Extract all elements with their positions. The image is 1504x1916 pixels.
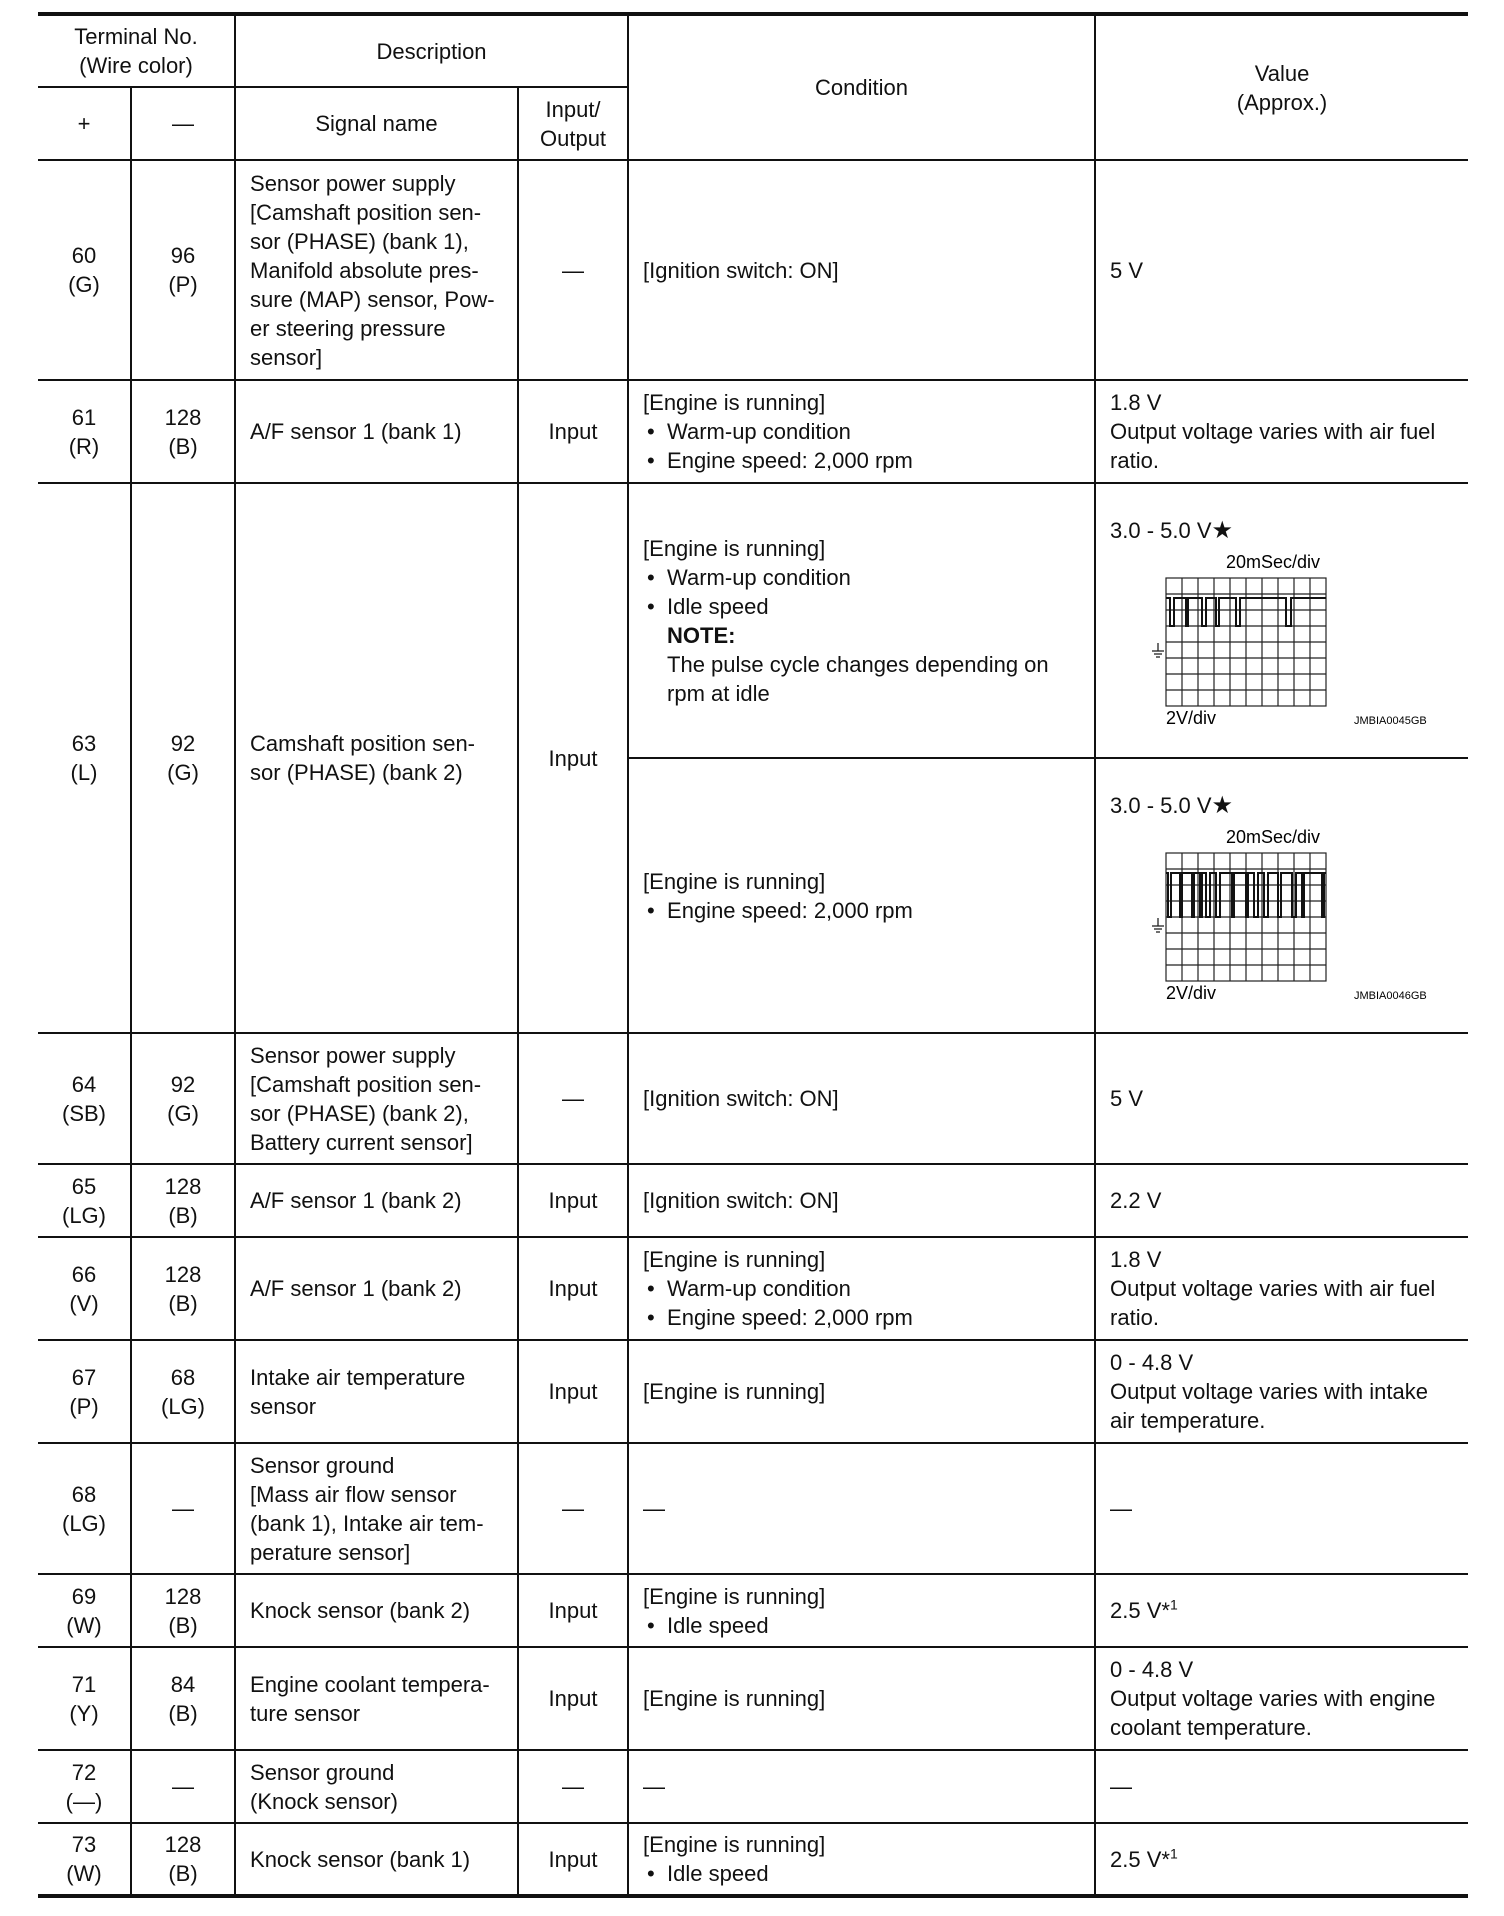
condition-list <box>643 1859 1086 1888</box>
input-output: Input <box>518 1574 628 1647</box>
terminal-table <box>38 12 1468 1898</box>
input-output: Input <box>518 1647 628 1750</box>
table-row <box>38 1750 1468 1823</box>
table-row <box>38 380 1468 483</box>
condition-list <box>643 417 1086 475</box>
header-signal-name: Signal name <box>235 87 518 160</box>
terminal-minus: — <box>131 1443 235 1574</box>
terminal-plus: 65 (LG) <box>38 1164 131 1237</box>
header-condition: Condition <box>628 14 1095 160</box>
terminal-minus: 92 (G) <box>131 1033 235 1164</box>
note-text: The pulse cycle changes depending on rpm at idle <box>667 651 1049 706</box>
condition-item: • Idle speed <box>643 1859 1086 1888</box>
terminal-minus: — <box>131 1750 235 1823</box>
timebase-label: 20mSec/div <box>1226 826 1321 847</box>
terminal-plus: 73 (W) <box>38 1823 131 1896</box>
terminal-minus: 96 (P) <box>131 160 235 380</box>
value: 1.8 V Output voltage varies with air fuel ratio. <box>1095 380 1468 483</box>
ground-marker <box>1152 643 1164 657</box>
note-label: NOTE: <box>667 622 736 648</box>
signal-name: Sensor ground [Mass air flow sensor (bank 1), Intake air tem- perature sensor] <box>235 1443 518 1574</box>
condition-head: [Engine is running] <box>643 868 826 894</box>
condition-head: [Engine is running] <box>643 390 826 415</box>
header-value: Value (Approx.) <box>1095 14 1468 160</box>
condition-item: • Engine speed: 2,000 rpm <box>643 1303 1086 1332</box>
condition-item: • Warm-up condition <box>643 417 1086 446</box>
signal-trace <box>1166 873 1326 917</box>
terminal-minus: 128 (B) <box>131 1823 235 1896</box>
terminal-minus: 128 (B) <box>131 1164 235 1237</box>
condition: [Engine is running] <box>628 1647 1095 1750</box>
terminal-minus: 128 (B) <box>131 1237 235 1340</box>
input-output: Input <box>518 1340 628 1443</box>
input-output: — <box>518 1443 628 1574</box>
terminal-plus: 71 (Y) <box>38 1647 131 1750</box>
signal-name: A/F sensor 1 (bank 2) <box>235 1164 518 1237</box>
condition-list <box>643 563 1086 621</box>
condition-item: • Idle speed <box>643 1611 1086 1640</box>
terminal-minus: 128 (B) <box>131 380 235 483</box>
terminal-table-sheet <box>38 12 1468 1898</box>
condition: [Engine is running] <box>628 1340 1095 1443</box>
terminal-plus: 67 (P) <box>38 1340 131 1443</box>
terminal-minus: 128 (B) <box>131 1574 235 1647</box>
timebase-label: 20mSec/div <box>1226 551 1321 572</box>
terminal-minus: 92 (G) <box>131 483 235 1033</box>
star-icon: ★ <box>1211 516 1234 544</box>
terminal-plus: 68 (LG) <box>38 1443 131 1574</box>
vscale-label: 2V/div <box>1166 707 1217 728</box>
terminal-plus: 60 (G) <box>38 160 131 380</box>
condition <box>628 758 1095 1033</box>
figure-code: JMBIA0046GB <box>1354 989 1427 1002</box>
condition: [Ignition switch: ON] <box>628 160 1095 380</box>
value-waveform-cell <box>1095 758 1468 1033</box>
waveform-value: 3.0 - 5.0 V★ <box>1110 516 1234 544</box>
signal-name: A/F sensor 1 (bank 2) <box>235 1237 518 1340</box>
terminal-plus: 69 (W) <box>38 1574 131 1647</box>
footnote-ref: 1 <box>1169 1596 1178 1613</box>
table-row <box>38 1647 1468 1750</box>
signal-name: Sensor ground (Knock sensor) <box>235 1750 518 1823</box>
value: 1.8 V Output voltage varies with air fuel ratio. <box>1095 1237 1468 1340</box>
waveform-value: 3.0 - 5.0 V★ <box>1110 791 1234 819</box>
input-output: Input <box>518 1237 628 1340</box>
condition-item: • Warm-up condition <box>643 563 1086 592</box>
table-row <box>38 160 1468 380</box>
table-row <box>38 1823 1468 1896</box>
condition-head: [Engine is running] <box>643 1247 826 1272</box>
vscale-label: 2V/div <box>1166 982 1217 1003</box>
signal-name: Sensor power supply [Camshaft position sen- sor (PHASE) (bank 1), Manifold absolute pres- sure (MAP) sensor, Pow- er steering pressure sensor] <box>235 160 518 380</box>
condition <box>628 380 1095 483</box>
input-output: Input <box>518 1164 628 1237</box>
table-row <box>38 1237 1468 1340</box>
value: 0 - 4.8 V Output voltage varies with engine coolant temperature. <box>1095 1647 1468 1750</box>
input-output: — <box>518 1033 628 1164</box>
condition: — <box>628 1750 1095 1823</box>
ground-marker <box>1152 918 1164 932</box>
signal-name: Sensor power supply [Camshaft position sen- sor (PHASE) (bank 2), Battery current sensor] <box>235 1033 518 1164</box>
value: 2.5 V*$^1$ <box>1095 1574 1468 1647</box>
input-output: Input <box>518 380 628 483</box>
condition-head: [Engine is running] <box>643 535 826 561</box>
value: 5 V <box>1095 160 1468 380</box>
terminal-minus: 68 (LG) <box>131 1340 235 1443</box>
condition-list <box>643 1611 1086 1640</box>
condition-head: [Engine is running] <box>643 1583 826 1609</box>
table-row <box>38 483 1468 758</box>
condition-item: • Warm-up condition <box>643 1274 1086 1303</box>
signal-name: Knock sensor (bank 1) <box>235 1823 518 1896</box>
input-output: Input <box>518 483 628 1033</box>
terminal-plus: 64 (SB) <box>38 1033 131 1164</box>
value: 2.2 V <box>1095 1164 1468 1237</box>
condition: [Ignition switch: ON] <box>628 1164 1095 1237</box>
condition <box>628 1574 1095 1647</box>
condition-item: • Engine speed: 2,000 rpm <box>643 446 1086 475</box>
condition-list <box>643 1274 1086 1332</box>
value: 0 - 4.8 V Output voltage varies with intake air temperature. <box>1095 1340 1468 1443</box>
table-row <box>38 1340 1468 1443</box>
terminal-plus: 63 (L) <box>38 483 131 1033</box>
terminal-plus: 66 (V) <box>38 1237 131 1340</box>
condition-item: • Engine speed: 2,000 rpm <box>643 896 1086 925</box>
table-row <box>38 1574 1468 1647</box>
table-row <box>38 1443 1468 1574</box>
oscilloscope-waveform-idle <box>1136 548 1466 728</box>
condition <box>628 1823 1095 1896</box>
condition-head: [Engine is running] <box>643 1832 826 1857</box>
condition <box>628 483 1095 758</box>
header-input-output: Input/ Output <box>518 87 628 160</box>
terminal-plus: 61 (R) <box>38 380 131 483</box>
signal-name: A/F sensor 1 (bank 1) <box>235 380 518 483</box>
oscilloscope-waveform-2000rpm <box>1136 823 1466 1003</box>
terminal-minus: 84 (B) <box>131 1647 235 1750</box>
condition <box>628 1237 1095 1340</box>
table-row <box>38 1033 1468 1164</box>
terminal-plus: 72 (—) <box>38 1750 131 1823</box>
value-waveform-cell <box>1095 483 1468 758</box>
input-output: Input <box>518 1823 628 1896</box>
input-output: — <box>518 1750 628 1823</box>
condition-item: • Idle speed <box>643 592 1086 621</box>
header-description: Description <box>235 14 628 87</box>
value: — <box>1095 1750 1468 1823</box>
signal-name: Intake air temperature sensor <box>235 1340 518 1443</box>
condition: [Ignition switch: ON] <box>628 1033 1095 1164</box>
value: 5 V <box>1095 1033 1468 1164</box>
signal-name: Camshaft position sen- sor (PHASE) (bank 2) <box>235 483 518 1033</box>
header-minus: — <box>131 87 235 160</box>
signal-name: Knock sensor (bank 2) <box>235 1574 518 1647</box>
value: 2.5 V*$^1$ <box>1095 1823 1468 1896</box>
header-terminal-no: Terminal No. (Wire color) <box>38 14 235 87</box>
table-row <box>38 1164 1468 1237</box>
footnote-ref: 1 <box>1169 1845 1178 1862</box>
signal-name: Engine coolant tempera- ture sensor <box>235 1647 518 1750</box>
input-output: — <box>518 160 628 380</box>
figure-code: JMBIA0045GB <box>1354 714 1427 727</box>
condition: — <box>628 1443 1095 1574</box>
star-icon: ★ <box>1211 791 1234 819</box>
condition-list <box>643 896 1086 925</box>
header-plus: + <box>38 87 131 160</box>
value: — <box>1095 1443 1468 1574</box>
